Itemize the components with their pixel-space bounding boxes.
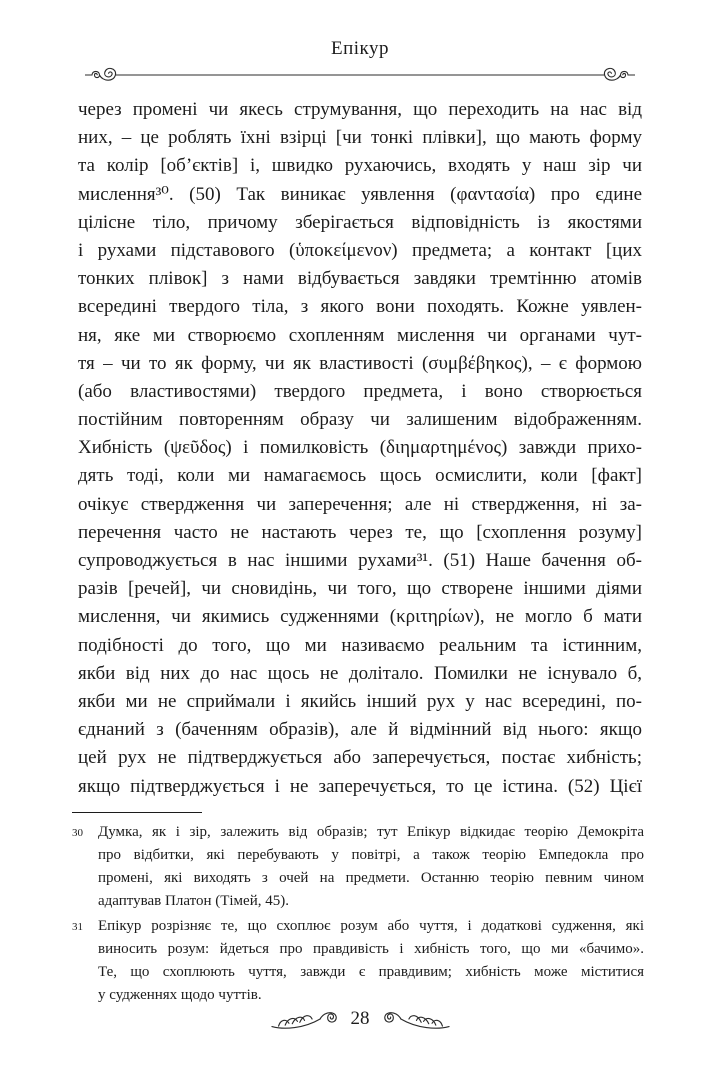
text-line: постійним повторенням образу чи залишеним відображенням. xyxy=(78,409,642,431)
footnote-separator xyxy=(72,812,202,813)
text-line: мислення, чи якимись судженнями (κριτηρίων), не могло б мати xyxy=(78,606,642,628)
main-text xyxy=(78,96,642,801)
text-line: тонких плівок] з нами відбувається завдяки тремтінню атомів xyxy=(78,268,642,290)
header-flourish-divider xyxy=(85,63,635,87)
text-line: ня, яке ми створюємо схопленням мислення чи органами чут- xyxy=(78,324,642,346)
footnote-31-marker: 31 xyxy=(72,921,83,933)
text-line: і рухами підставового (ὑποκείμενον) предмета; а контакт [цих xyxy=(78,239,642,261)
footnote-line: Думка, як і зір, залежить від образів; тут Епікур відкидає теорію Демокріта xyxy=(98,824,644,840)
text-line: разів [речей], чи сновидінь, чи того, що створене іншими діями xyxy=(78,578,642,600)
running-head-title: Епікур xyxy=(330,38,389,59)
footnote-31 xyxy=(72,915,644,1007)
footnote-line: у судженнях щодо чуттів. xyxy=(98,987,262,1003)
flourish-left-icon xyxy=(271,1006,339,1032)
footnote-30-marker: 30 xyxy=(72,827,83,839)
text-line: цей рух не підтверджується або заперечується, постає хибність; xyxy=(78,747,642,769)
flourish-right-icon xyxy=(382,1006,450,1032)
page-number: 28 xyxy=(350,1008,370,1029)
footnote-line: Епікур розрізняє те, що схоплює розум або чуття, і додаткові судження, які xyxy=(98,918,644,934)
footnote-line: адаптував Платон (Тімей, 45). xyxy=(98,893,289,909)
text-line: якби ми не сприймали і якийсь інший рух у нас всередині, по- xyxy=(78,690,642,712)
text-line: всередині твердого тіла, з якого вони походять. Кожне уявлен- xyxy=(78,296,642,318)
scroll-divider-icon xyxy=(85,63,635,87)
footnote-line: виносить розум: йдеться про правдивість і хибність того, що ми «бачимо». xyxy=(98,941,644,957)
text-line: якщо підтверджується і не заперечується, то це істина. (52) Цієї xyxy=(78,775,642,797)
text-line: подібності до того, що ми називаємо реальним та істинним, xyxy=(78,634,642,656)
text-line: через промені чи якесь струмування, що переходить на нас від xyxy=(78,99,642,120)
footnote-line: промені, які виходять з очей на предмети. Останню теорію певним чином xyxy=(98,870,644,886)
text-line: єднаний з (баченням образів), але й відмінний від нього: якщо xyxy=(78,719,642,741)
text-line: цілісне тіло, причому зберігається відповідність із якостями xyxy=(78,211,642,233)
footnote-31-text xyxy=(98,915,644,1007)
footnote-line: про відбитки, які перебувають у повітрі, а також теорію Емпедокла про xyxy=(98,847,644,863)
text-line: (або властивостями) твердого предмета, і воно створюється xyxy=(78,380,642,402)
page-footer xyxy=(0,1002,720,1036)
text-line: мислення³⁰. (50) Так виникає уявлення (φαντασία) про єдине xyxy=(78,183,642,205)
text-line: Хибність (ψεῦδος) і помилковість (διημαρτημένος) завжди прихо- xyxy=(78,437,642,459)
text-line: дять тоді, коли ми намагаємось щось осмислити, коли [факт] xyxy=(78,465,642,487)
text-line: та колір [об’єктів] і, швидко рухаючись, входять у наш зір чи xyxy=(78,155,642,177)
text-line: очікує ствердження чи заперечення; але ні ствердження, ні за- xyxy=(78,493,642,515)
footnote-30-text xyxy=(98,821,644,913)
text-line: них, – це роблять їхні взірці [чи тонкі плівки], що мають форму xyxy=(78,127,642,149)
text-line: супроводжується в нас іншими рухами³¹. (51) Наше бачення об- xyxy=(78,550,642,571)
text-line: якби від них до нас щось не долітало. Помилки не існувало б, xyxy=(78,662,642,684)
text-line: перечення часто не настають через те, що [схоплення розуму] xyxy=(78,521,642,543)
footnote-30 xyxy=(72,821,644,913)
footnotes xyxy=(72,821,644,1009)
footnote-line: Те, що схоплюють чуття, завжди є правдивим; хибність може міститися xyxy=(98,964,644,980)
text-line: тя – чи то як форму, чи як властивості (συμβέβηκος), – є формою xyxy=(78,352,642,374)
